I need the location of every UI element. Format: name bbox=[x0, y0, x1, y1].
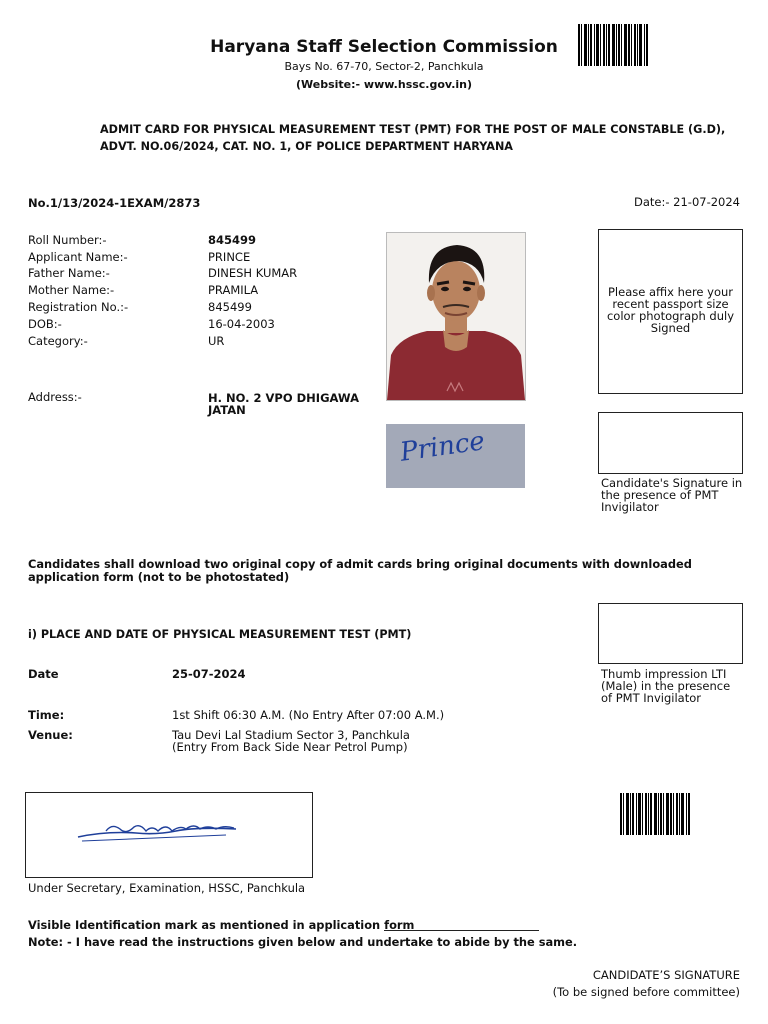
address-label: Address:- bbox=[28, 390, 82, 404]
commission-title: Haryana Staff Selection Commission bbox=[210, 37, 558, 57]
pmt-venue-line-2: (Entry From Back Side Near Petrol Pump) bbox=[172, 740, 408, 754]
roll-number-value: 845499 bbox=[208, 233, 257, 247]
candidate-signature-box bbox=[598, 412, 743, 474]
affix-photo-box bbox=[598, 229, 743, 394]
applicant-name-value: PRINCE bbox=[208, 250, 251, 264]
category-label: Category:- bbox=[28, 334, 88, 348]
pmt-time-value: 1st Shift 06:30 A.M. (No Entry After 07:00 A.M.) bbox=[172, 708, 445, 722]
commission-address: Bays No. 67-70, Sector-2, Panchkula bbox=[284, 60, 484, 73]
registration-value: 845499 bbox=[208, 300, 252, 314]
download-notice: Candidates shall download two original copy of admit cards bring original documents with downloaded application form (not to be photostated) bbox=[28, 557, 692, 584]
mother-name-value: PRAMILA bbox=[208, 283, 259, 297]
thumb-impression-box bbox=[598, 603, 743, 664]
barcode-bar bbox=[688, 793, 690, 835]
candidate-signature-image bbox=[386, 424, 525, 488]
barcode-bottom bbox=[620, 793, 710, 835]
candidate-photo-image bbox=[387, 233, 525, 400]
pmt-venue-line-1: Tau Devi Lal Stadium Sector 3, Panchkula bbox=[172, 728, 410, 742]
authority-designation: Under Secretary, Examination, HSSC, Panchkula bbox=[28, 881, 306, 895]
affix-photo-text: Please affix here your recent passport size color photograph duly Signed bbox=[606, 285, 735, 335]
reference-date: Date:- 21-07-2024 bbox=[634, 195, 740, 209]
pmt-section-heading: i) PLACE AND DATE OF PHYSICAL MEASUREMENT TEST (PMT) bbox=[28, 628, 412, 641]
roll-number-label: Roll Number:- bbox=[28, 233, 107, 247]
candidate-photo bbox=[386, 232, 526, 401]
candidate-signature-heading: CANDIDATE’S SIGNATURE bbox=[592, 968, 740, 982]
address-line-2: JATAN bbox=[208, 403, 246, 417]
subject-line-2: ADVT. NO.06/2024, CAT. NO. 1, OF POLICE DEPARTMENT HARYANA bbox=[100, 140, 513, 153]
candidate-signature-note: (To be signed before committee) bbox=[552, 985, 740, 999]
mother-name-label: Mother Name:- bbox=[28, 283, 115, 297]
declaration-note: Note: - I have read the instructions given below and undertake to abide by the same. bbox=[28, 935, 578, 949]
address-line-1: H. NO. 2 VPO DHIGAWA bbox=[208, 391, 359, 405]
authority-signature-box bbox=[25, 792, 313, 878]
candidate-signature-caption: Candidate's Signature in the presence of PMT Invigilator bbox=[601, 476, 743, 514]
identification-mark-blank bbox=[384, 930, 539, 931]
commission-website: (Website:- www.hssc.gov.in) bbox=[295, 78, 473, 91]
category-value: UR bbox=[208, 334, 225, 348]
thumb-impression-caption: Thumb impression LTI (Male) in the presence of PMT Invigilator bbox=[601, 667, 731, 705]
applicant-name-label: Applicant Name:- bbox=[28, 250, 128, 264]
reference-number: No.1/13/2024-1EXAM/2873 bbox=[28, 196, 201, 210]
pmt-time-label: Time: bbox=[28, 708, 65, 722]
dob-label: DOB:- bbox=[28, 317, 62, 331]
candidate-signature-text: Prince bbox=[398, 426, 487, 468]
identification-mark-text: Visible Identification mark as mentioned in application form bbox=[28, 918, 415, 932]
father-name-value: DINESH KUMAR bbox=[208, 266, 298, 280]
father-name-label: Father Name:- bbox=[28, 266, 110, 280]
barcode-bar bbox=[646, 24, 648, 66]
registration-label: Registration No.:- bbox=[28, 300, 129, 314]
pmt-venue-label: Venue: bbox=[28, 728, 73, 742]
authority-signature bbox=[76, 817, 246, 847]
dob-value: 16-04-2003 bbox=[208, 317, 275, 331]
pmt-date-label: Date bbox=[28, 667, 59, 681]
identification-mark bbox=[28, 918, 414, 932]
pmt-date-value: 25-07-2024 bbox=[172, 667, 246, 681]
subject-line-1: ADMIT CARD FOR PHYSICAL MEASUREMENT TEST (PMT) FOR THE POST OF MALE CONSTABLE (G.D), bbox=[100, 123, 726, 136]
barcode-top bbox=[578, 24, 666, 66]
